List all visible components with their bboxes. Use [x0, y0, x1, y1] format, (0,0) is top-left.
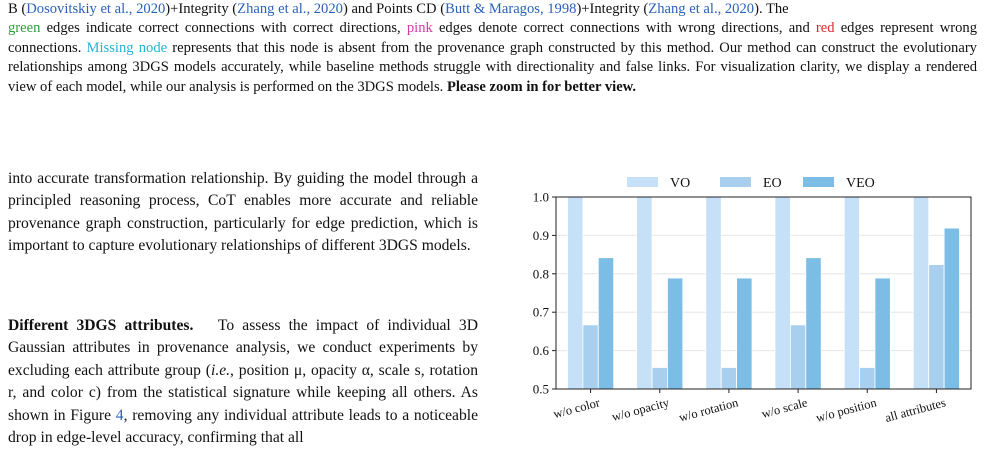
missing-node-term: Missing node: [86, 39, 168, 56]
plot-frame: [556, 197, 971, 389]
y-tick-label: 0.8: [532, 266, 549, 282]
y-tick-label: 1.0: [532, 189, 549, 205]
bar-eo: [860, 367, 875, 389]
x-tick-label: w/o color: [551, 395, 602, 422]
x-tick-label: w/o scale: [759, 395, 809, 422]
legend-swatch-veo: [803, 177, 834, 187]
bar-vo: [775, 197, 790, 389]
y-tick-label: 0.9: [532, 227, 549, 243]
bar-vo: [706, 197, 721, 389]
bar-vo: [567, 197, 582, 389]
bar-vo: [913, 197, 928, 389]
bar-veo: [875, 278, 890, 389]
bar-eo: [929, 265, 944, 389]
bar-veo: [944, 228, 959, 389]
legend-swatch-vo: [627, 177, 658, 187]
citation-link[interactable]: Zhang et al., 2020: [648, 1, 755, 17]
legend-label-vo: VO: [670, 176, 691, 191]
x-tick-label: w/o position: [814, 395, 879, 425]
bar-eo: [721, 367, 736, 389]
bar-eo: [790, 325, 805, 389]
citation-link[interactable]: Butt & Maragos, 1998: [445, 1, 577, 17]
bar-eo: [583, 325, 598, 389]
legend-swatch-eo: [720, 177, 751, 187]
bar-vo: [637, 197, 652, 389]
pink-edge-term: pink: [406, 20, 433, 37]
body-paragraph-attributes: Different 3DGS attributes. To assess the impact of individual 3D Gaussian attributes in provenance analysis, we conduct experiments by excluding each attribute group (i.e., position μ, opacity α, scale s, rotation r, and color c) from the statistical signature while keeping all others. As shown in Figure 4, removing any individual attribute leads to a noticeable drop in edge-level accuracy, confirming that all: [8, 317, 478, 447]
citation-link[interactable]: Dosovitskiy et al., 2020: [26, 1, 166, 17]
y-tick-label: 0.5: [532, 381, 549, 397]
red-edge-term: red: [815, 20, 835, 37]
y-tick-label: 0.6: [532, 343, 549, 359]
legend-label-veo: VEO: [846, 176, 875, 191]
bar-eo: [652, 367, 667, 389]
section-heading: Different 3DGS attributes.: [8, 317, 194, 334]
x-tick-label: w/o opacity: [610, 395, 671, 425]
bar-veo: [737, 278, 752, 389]
figure-reference-link[interactable]: 4: [115, 406, 124, 424]
green-edge-term: green: [8, 20, 41, 37]
bar-veo: [806, 258, 821, 389]
x-tick-label: w/o rotation: [677, 395, 740, 425]
bar-veo: [598, 258, 613, 389]
figure-caption: B (Dosovitskiy et al., 2020)+Integrity (Zhang et al., 2020) and Points CD (Butt & Maragos, 1998)+Integrity (Zhang et al., 2020). The green edges indicate correct connections with correct directions, pink edges denote correct connections with wrong directions, and red edges represent wrong connections. Missing node represents that this node is absent from the provenance graph constructed by this method. Our method can construct the evolutionary relationships among 3DGS models accurately, while baseline methods struggle with directionality and false links. For visualization clarity, we display a rendered view of each model, while our analysis is performed on the 3DGS models. Please zoom in for better view.: [8, 1, 977, 95]
body-paragraph-cot: into accurate transformation relationship. By guiding the model through a principled reasoning process, CoT enables more accurate and reliable provenance graph construction, particularly for edge prediction, which is important to capture evolutionary relationships of different 3DGS models.: [8, 170, 478, 255]
legend-label-eo: EO: [763, 176, 782, 191]
zoom-note: Please zoom in for better view.: [446, 78, 637, 95]
y-tick-label: 0.7: [532, 304, 549, 320]
attribute-ablation-bar-chart: [508, 170, 978, 462]
bar-vo: [844, 197, 859, 389]
citation-link[interactable]: Zhang et al., 2020: [237, 1, 343, 17]
x-tick-label: all attributes: [883, 395, 948, 425]
bar-veo: [667, 278, 682, 389]
